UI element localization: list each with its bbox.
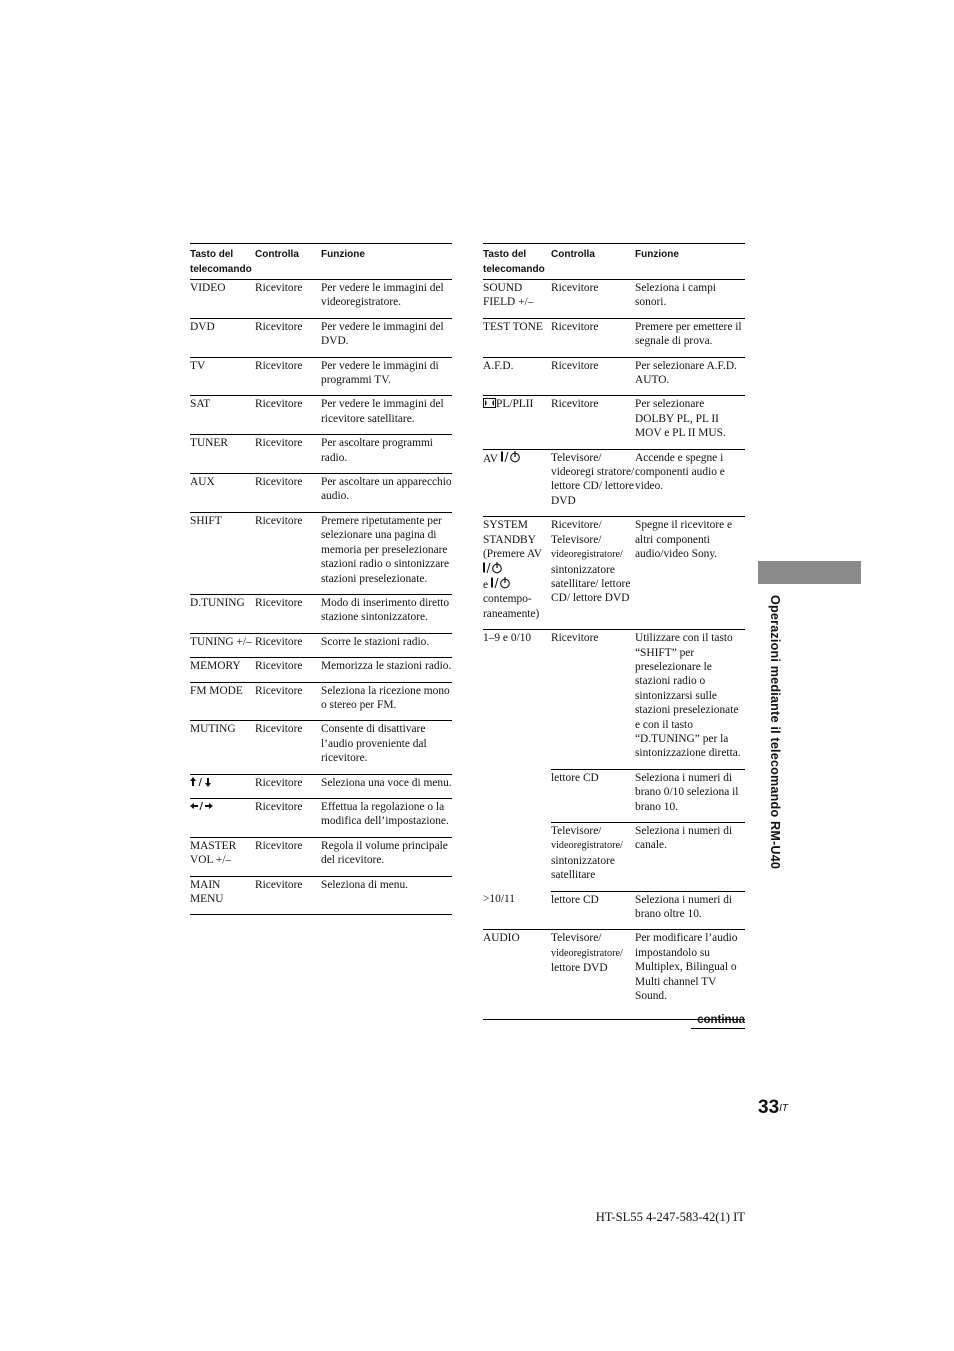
key-cell <box>483 769 551 822</box>
section-tab-bar <box>758 561 861 584</box>
left-remote-keys-table <box>190 243 452 915</box>
control-cell: lettore CD <box>551 769 635 822</box>
key-cell: FM MODE <box>190 682 255 721</box>
control-cell: Ricevitore <box>551 357 635 396</box>
header-control: Controlla <box>551 244 635 280</box>
function-cell: Seleziona una voce di menu. <box>321 774 452 798</box>
function-cell: Seleziona i campi sonori. <box>635 280 745 319</box>
control-cell: Ricevitore <box>255 658 321 682</box>
control-cell <box>551 930 635 1020</box>
table-row <box>190 396 452 435</box>
key-cell: TV <box>190 357 255 396</box>
key-cell: MAIN MENU <box>190 876 255 915</box>
key-cell <box>190 798 255 837</box>
key-text: AV <box>483 452 498 465</box>
function-cell: Utilizzare con il tasto “SHIFT” per preselezionare le stazioni radio o sintonizzarsi sulle stazioni preselezionate e con il tasto “D.TUNING” per la sintonizzazione diretta. <box>635 630 745 770</box>
function-cell: Consente di disattivare l’audio proveniente dal ricevitore. <box>321 721 452 774</box>
key-cell: TUNER <box>190 435 255 474</box>
table-row <box>483 318 745 357</box>
function-cell: Per vedere le immagini del videoregistratore. <box>321 280 452 319</box>
key-cell <box>483 517 551 630</box>
function-cell: Seleziona i numeri di canale. <box>635 823 745 892</box>
table-row <box>190 280 452 319</box>
control-text: videoregistratore/ <box>551 947 623 959</box>
table-row <box>190 357 452 396</box>
table-row <box>190 435 452 474</box>
power-standby-icon <box>491 577 511 589</box>
key-text: SYSTEM STANDBY (Premere AV <box>483 519 542 561</box>
control-text: Televisore/ <box>551 825 602 837</box>
control-cell: Ricevitore <box>255 435 321 474</box>
function-cell: Scorre le stazioni radio. <box>321 633 452 657</box>
continued-label: continua <box>691 1013 745 1029</box>
function-cell: Per modificare l’audio impostandolo su Multiplex, Bilingual o Multi channel TV Sound. <box>635 930 745 1020</box>
footer-model-code: HT-SL55 4-247-583-42(1) IT <box>595 1210 745 1224</box>
table-row <box>190 474 452 513</box>
key-cell <box>190 774 255 798</box>
table-row <box>483 630 745 770</box>
function-cell: Seleziona di menu. <box>321 876 452 915</box>
key-cell: VIDEO <box>190 280 255 319</box>
function-cell: Premere per emettere il segnale di prova. <box>635 318 745 357</box>
key-cell <box>483 396 551 449</box>
control-cell <box>551 517 635 630</box>
function-cell: Memorizza le stazioni radio. <box>321 658 452 682</box>
function-cell: Premere ripetutamente per selezionare una pagina di memoria per preselezionare stazioni radio o sintonizzare stazioni preselezionate. <box>321 512 452 594</box>
table-row <box>190 798 452 837</box>
function-cell: Per vedere le immagini del ricevitore satellitare. <box>321 396 452 435</box>
control-cell <box>551 823 635 892</box>
control-cell: Ricevitore <box>255 876 321 915</box>
header-control: Controlla <box>255 244 321 280</box>
function-cell: Per selezionare A.F.D. AUTO. <box>635 357 745 396</box>
key-text: contempo- <box>483 593 532 606</box>
control-cell: Ricevitore <box>255 280 321 319</box>
key-cell: TEST TONE <box>483 318 551 357</box>
key-cell: DVD <box>190 318 255 357</box>
key-cell: TUNING +/– <box>190 633 255 657</box>
control-cell: Ricevitore <box>255 357 321 396</box>
table-row <box>483 357 745 396</box>
key-cell: MASTER VOL +/– <box>190 837 255 876</box>
control-text: videoregistratore/ <box>551 840 623 852</box>
control-cell: lettore CD <box>551 891 635 930</box>
table-row <box>483 769 745 822</box>
function-cell: Modo di inserimento diretto stazione sintonizzatore. <box>321 594 452 633</box>
key-cell <box>483 823 551 892</box>
dolby-double-d-icon <box>483 398 496 408</box>
page-number-value: 33 <box>758 1097 780 1118</box>
table-row <box>190 512 452 594</box>
table-row <box>483 396 745 449</box>
key-cell: >10/11 <box>483 891 551 930</box>
control-cell: Ricevitore <box>255 594 321 633</box>
table-row <box>190 682 452 721</box>
table-row <box>190 876 452 915</box>
function-cell: Seleziona i numeri di brano oltre 10. <box>635 891 745 930</box>
header-key: Tasto del telecomando <box>190 244 255 280</box>
function-cell: Effettua la regolazione o la modifica dell’impostazione. <box>321 798 452 837</box>
control-cell: Ricevitore <box>255 512 321 594</box>
control-cell: Ricevitore <box>255 837 321 876</box>
function-cell: Per ascoltare un apparecchio audio. <box>321 474 452 513</box>
header-function: Funzione <box>635 244 745 280</box>
key-cell: SOUND FIELD +/– <box>483 280 551 319</box>
function-cell: Seleziona la ricezione mono o stereo per FM. <box>321 682 452 721</box>
table-row <box>190 774 452 798</box>
table-row <box>190 658 452 682</box>
function-cell: Regola il volume principale del ricevitore. <box>321 837 452 876</box>
table-row <box>483 823 745 892</box>
page-number <box>758 1096 788 1120</box>
key-cell: 1–9 e 0/10 <box>483 632 532 645</box>
arrow-left-right-icon <box>190 801 213 811</box>
key-text: PL/PLII <box>496 398 534 411</box>
function-cell: Spegne il ricevitore e altri componenti audio/video Sony. <box>635 517 745 630</box>
key-cell: AUX <box>190 474 255 513</box>
page-language-suffix: IT <box>779 1103 789 1114</box>
table-row <box>190 837 452 876</box>
control-cell: Ricevitore <box>255 721 321 774</box>
control-cell: Ricevitore <box>551 396 635 449</box>
key-text: e <box>483 578 489 591</box>
control-cell: Ricevitore <box>551 318 635 357</box>
function-cell: Accende e spegne i componenti audio e video. <box>635 449 745 517</box>
key-text: raneamente) <box>483 607 540 620</box>
control-cell: Ricevitore <box>255 474 321 513</box>
arrow-up-down-icon <box>190 777 211 787</box>
key-cell: AUDIO <box>483 930 551 1020</box>
control-text: Ricevitore/ Televisore/ <box>551 519 602 546</box>
function-cell: Seleziona i numeri di brano 0/10 seleziona il brano 10. <box>635 769 745 822</box>
control-cell: Ricevitore <box>255 798 321 837</box>
key-cell: SHIFT <box>190 512 255 594</box>
table-row <box>483 517 745 630</box>
control-cell: Ricevitore <box>255 633 321 657</box>
table-row <box>483 449 745 517</box>
table-row <box>190 318 452 357</box>
control-text: videoregistratore/ <box>551 549 623 561</box>
table-row <box>190 721 452 774</box>
key-cell: D.TUNING <box>190 594 255 633</box>
control-cell: Ricevitore <box>255 396 321 435</box>
function-cell: Per selezionare DOLBY PL, PL II MOV e PL II MUS. <box>635 396 745 449</box>
key-cell: MUTING <box>190 721 255 774</box>
header-function: Funzione <box>321 244 452 280</box>
control-cell: Ricevitore <box>255 318 321 357</box>
control-text: lettore DVD <box>551 962 608 975</box>
control-cell: Ricevitore <box>551 280 635 319</box>
table-row <box>190 633 452 657</box>
control-cell: Ricevitore <box>255 774 321 798</box>
control-cell: Televisore/ videoregi stratore/ lettore CD/ lettore DVD <box>551 449 635 517</box>
key-cell: SAT <box>190 396 255 435</box>
control-cell: Ricevitore <box>255 682 321 721</box>
table-row <box>483 280 745 319</box>
table-header-row <box>483 244 745 280</box>
key-cell: A.F.D. <box>483 357 551 396</box>
function-cell: Per ascoltare programmi radio. <box>321 435 452 474</box>
power-standby-icon <box>501 451 521 463</box>
table-row <box>190 594 452 633</box>
control-text: Televisore/ <box>551 932 602 945</box>
key-cell <box>483 449 551 517</box>
control-cell: Ricevitore <box>551 630 635 770</box>
control-text: sintonizzatore satellitare <box>551 854 615 882</box>
control-text: sintonizzatore satellitare/ lettore CD/ lettore DVD <box>551 563 631 605</box>
function-cell: Per vedere le immagini di programmi TV. <box>321 357 452 396</box>
table-row <box>483 930 745 1020</box>
table-row <box>483 891 745 930</box>
key-cell: MEMORY <box>190 658 255 682</box>
function-cell: Per vedere le immagini del DVD. <box>321 318 452 357</box>
section-side-label: Operazioni mediante il telecomando RM-U40 <box>768 595 782 870</box>
right-remote-keys-table <box>483 243 745 1020</box>
table-header-row <box>190 244 452 280</box>
power-standby-icon <box>483 562 503 574</box>
header-key: Tasto del telecomando <box>483 244 551 280</box>
